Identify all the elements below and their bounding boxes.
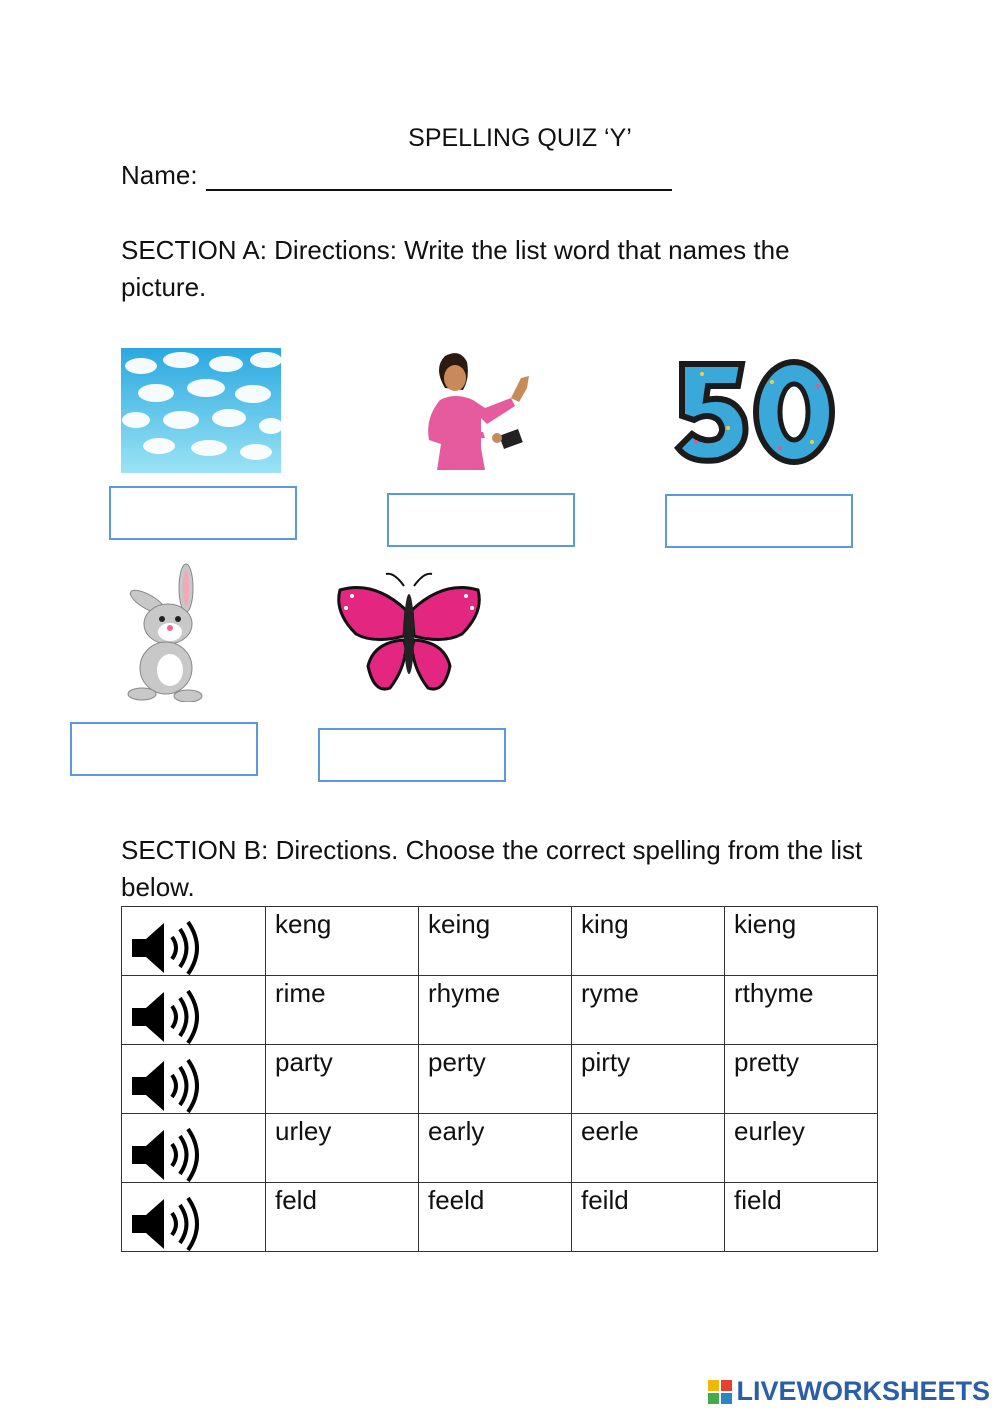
- page-title: SPELLING QUIZ ‘Y’: [408, 124, 632, 152]
- spelling-option[interactable]: king: [572, 907, 725, 976]
- spelling-option[interactable]: kieng: [725, 907, 878, 976]
- spelling-choices-table: [121, 906, 878, 1252]
- answer-box-3[interactable]: [665, 494, 853, 548]
- section-b-directions: SECTION B: Directions. Choose the correct spelling from the list below.: [121, 835, 863, 902]
- section-a-directions: SECTION A: Directions: Write the list word that names the picture.: [121, 235, 790, 302]
- bunny-icon: [118, 562, 213, 702]
- table-row: [122, 907, 878, 976]
- spelling-option[interactable]: ryme: [572, 976, 725, 1045]
- brand-text: LIVEWORKSHEETS: [736, 1376, 990, 1406]
- number-fifty-icon: [672, 352, 837, 472]
- speaker-cell[interactable]: [122, 976, 266, 1045]
- speaker-cell[interactable]: [122, 1183, 266, 1252]
- spelling-option[interactable]: perty: [419, 1045, 572, 1114]
- spelling-option[interactable]: keng: [266, 907, 419, 976]
- name-row: [121, 160, 672, 191]
- spelling-option[interactable]: rthyme: [725, 976, 878, 1045]
- answer-box-1[interactable]: [109, 486, 297, 540]
- spelling-option[interactable]: feeld: [419, 1183, 572, 1252]
- woman-speaking-icon: [415, 348, 540, 473]
- butterfly-icon: [334, 570, 484, 702]
- spelling-option[interactable]: rime: [266, 976, 419, 1045]
- spelling-option[interactable]: early: [419, 1114, 572, 1183]
- speaker-cell[interactable]: [122, 1045, 266, 1114]
- spelling-option[interactable]: pretty: [725, 1045, 878, 1114]
- spelling-option[interactable]: urley: [266, 1114, 419, 1183]
- spelling-option[interactable]: field: [725, 1183, 878, 1252]
- table-row: [122, 1114, 878, 1183]
- name-line: [206, 161, 672, 191]
- table-row: [122, 976, 878, 1045]
- spelling-option[interactable]: party: [266, 1045, 419, 1114]
- spelling-option[interactable]: feld: [266, 1183, 419, 1252]
- liveworksheets-logo: [708, 1376, 990, 1407]
- spelling-option[interactable]: eerle: [572, 1114, 725, 1183]
- spelling-option[interactable]: keing: [419, 907, 572, 976]
- name-label: Name:: [121, 160, 198, 190]
- answer-box-5[interactable]: [318, 728, 506, 782]
- table-row: [122, 1045, 878, 1114]
- spelling-option[interactable]: pirty: [572, 1045, 725, 1114]
- speaker-cell[interactable]: [122, 907, 266, 976]
- spelling-option[interactable]: feild: [572, 1183, 725, 1252]
- spelling-option[interactable]: rhyme: [419, 976, 572, 1045]
- answer-box-2[interactable]: [387, 493, 575, 547]
- speaker-cell[interactable]: [122, 1114, 266, 1183]
- spelling-option[interactable]: eurley: [725, 1114, 878, 1183]
- table-row: [122, 1183, 878, 1252]
- sky-clouds-icon: [121, 348, 281, 473]
- liveworksheets-logo-icon: [708, 1380, 732, 1404]
- answer-box-4[interactable]: [70, 722, 258, 776]
